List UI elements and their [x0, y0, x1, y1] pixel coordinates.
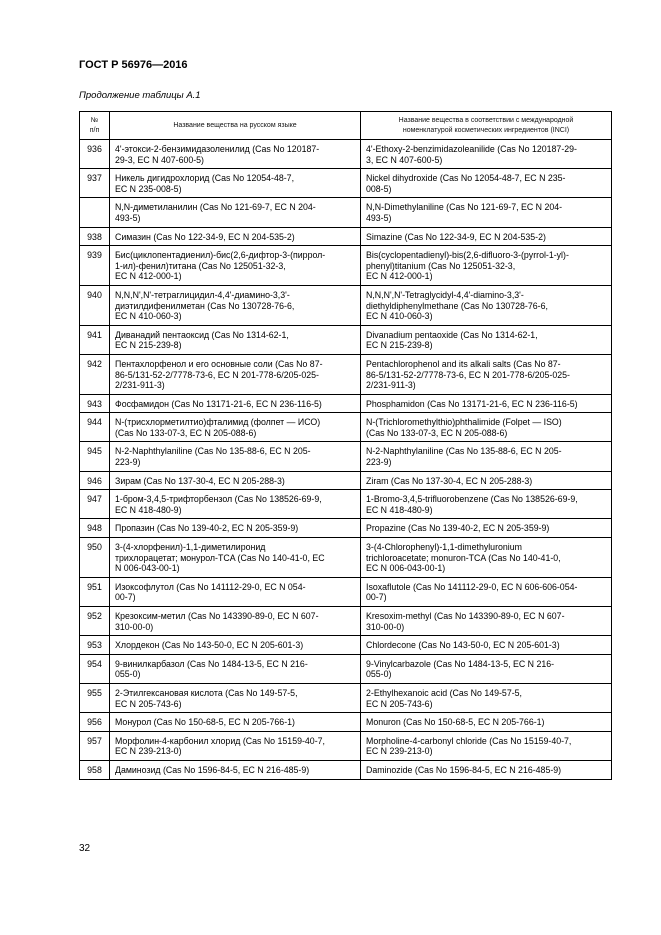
substance-name-inci: [361, 490, 612, 519]
row-number: 955: [80, 683, 110, 712]
text-line: 2/231-911-3): [115, 380, 165, 391]
text-line: Монурол (Cas No 150-68-5, EC N 205-766-1): [115, 717, 295, 728]
substance-name-russian: [110, 760, 361, 779]
text-line: 00-7): [366, 592, 387, 603]
substance-name-inci: [361, 246, 612, 286]
text-line: EC N 410-060-3): [115, 311, 182, 322]
text-line: N-(Trichloromethylthio)phthalimide (Folpet — ISO): [366, 417, 562, 428]
substance-name-russian: [110, 490, 361, 519]
table-row: [80, 538, 612, 578]
substance-name-russian: [110, 169, 361, 198]
text-line: 1-бром-3,4,5-трифторбензол (Cas No 138526-69-9,: [115, 494, 322, 505]
text-line: Никель дигидрохлорид (Cas No 12054-48-7,: [115, 173, 295, 184]
substance-name-inci: [361, 140, 612, 169]
table-row: [80, 490, 612, 519]
substance-name-inci: [361, 713, 612, 732]
text-line: 3-(4-Chlorophenyl)-1,1-dimethyluronium: [366, 542, 522, 553]
text-line: 2/231-911-3): [366, 380, 416, 391]
text-line: 86-5/131-52-2/7778-73-6, EC N 201-778-6/205-025-: [115, 369, 319, 380]
text-line: Morpholine-4-carbonyl chloride (Cas No 15159-40-7,: [366, 735, 572, 746]
text-line: N-(трисхлорметилтио)фталимид (фолпет — ИСО): [115, 417, 321, 428]
row-number: 958: [80, 760, 110, 779]
substance-name-inci: [361, 607, 612, 636]
substance-name-russian: [110, 713, 361, 732]
text-line: Simazine (Cas No 122-34-9, EC N 204-535-2): [366, 231, 546, 242]
row-number: 952: [80, 607, 110, 636]
text-line: 29-3, EC N 407-600-5): [115, 154, 204, 165]
table-row: [80, 227, 612, 246]
text-line: Фосфамидон (Cas No 13171-21-6, EC N 236-116-5): [115, 398, 322, 409]
table-row: [80, 169, 612, 198]
text-line: трихлорацетат; монурол-TCA (Cas No 140-41-0, EC: [115, 552, 325, 563]
text-line: Monuron (Cas No 150-68-5, EC N 205-766-1): [366, 717, 545, 728]
text-line: trichloroacetate; monuron-TCA (Cas No 140-41-0,: [366, 552, 561, 563]
substance-name-inci: [361, 394, 612, 413]
row-number: 948: [80, 519, 110, 538]
table-row: [80, 325, 612, 354]
table-row: [80, 246, 612, 286]
row-number: 938: [80, 227, 110, 246]
substance-name-russian: [110, 607, 361, 636]
column-header-russian: Название вещества на русском языке: [110, 112, 361, 140]
text-line: N-2-Naphthylaniline (Cas No 135-88-6, EC N 205-: [115, 446, 311, 457]
row-number: 942: [80, 354, 110, 394]
table-row: [80, 577, 612, 606]
column-header-number-line: №: [90, 117, 99, 124]
text-line: Pentachlorophenol and its alkali salts (Cas No 87-: [366, 358, 561, 369]
substance-name-russian: [110, 654, 361, 683]
row-number: 954: [80, 654, 110, 683]
text-line: Зирам (Cas No 137-30-4, EC N 205-288-3): [115, 475, 285, 486]
text-line: Даминозид (Cas No 1596-84-5, EC N 216-485-9): [115, 764, 310, 775]
row-number: 956: [80, 713, 110, 732]
table-body: [80, 140, 612, 780]
substance-name-russian: [110, 285, 361, 325]
text-line: phenyl)titanium (Cas No 125051-32-3,: [366, 260, 516, 271]
row-number: 950: [80, 538, 110, 578]
table-row: [80, 654, 612, 683]
text-line: 1-ил)-фенил)титана (Cas No 125051-32-3,: [115, 260, 286, 271]
text-line: EC N 418-480-9): [366, 504, 433, 515]
row-number: 945: [80, 442, 110, 471]
text-line: EC N 410-060-3): [366, 311, 433, 322]
text-line: diethyldiphenylmethane (Cas No 130728-76-6,: [366, 300, 548, 311]
text-line: N,N,N',N'-Tetraglycidyl-4,4'-diamino-3,3'-: [366, 289, 524, 300]
text-line: 055-0): [366, 669, 392, 680]
substance-name-inci: [361, 198, 612, 227]
table-row: [80, 519, 612, 538]
substance-name-russian: [110, 538, 361, 578]
substance-name-russian: [110, 731, 361, 760]
text-line: 223-9): [366, 457, 392, 468]
text-line: 493-5): [366, 212, 392, 223]
text-line: 3, EC N 407-600-5): [366, 154, 443, 165]
row-number: 937: [80, 169, 110, 198]
text-line: Изоксофлутол (Cas No 141112-29-0, EC N 054-: [115, 581, 306, 592]
text-line: N-2-Naphthylaniline (Cas No 135-88-6, EC N 205-: [366, 446, 562, 457]
table-caption: Продолжение таблицы А.1: [79, 90, 201, 101]
substance-name-inci: [361, 636, 612, 655]
row-number: 939: [80, 246, 110, 286]
row-number: 941: [80, 325, 110, 354]
substance-name-inci: [361, 577, 612, 606]
row-number: 946: [80, 471, 110, 490]
row-number: 936: [80, 140, 110, 169]
table-row: [80, 760, 612, 779]
table-row: [80, 354, 612, 394]
column-header-number: [80, 112, 110, 140]
text-line: 86-5/131-52-2/7778-73-6, EC N 201-778-6/205-025-: [366, 369, 570, 380]
text-line: N,N,N',N'-тетраглицидил-4,4'-диамино-3,3'-: [115, 289, 290, 300]
substance-name-inci: [361, 471, 612, 490]
text-line: 00-7): [115, 592, 136, 603]
substance-name-russian: [110, 683, 361, 712]
substance-name-russian: [110, 519, 361, 538]
text-line: Пропазин (Cas No 139-40-2, EC N 205-359-9): [115, 523, 299, 534]
substances-table: [79, 111, 612, 780]
row-number: 947: [80, 490, 110, 519]
substance-name-russian: [110, 636, 361, 655]
text-line: EC N 239-213-0): [115, 746, 182, 757]
text-line: Симазин (Cas No 122-34-9, EC N 204-535-2): [115, 231, 295, 242]
column-header-number-line: п/п: [89, 126, 100, 134]
text-line: 2-Ethylhexanoic acid (Cas No 149-57-5,: [366, 687, 522, 698]
text-line: (Cas No 133-07-3, EC N 205-088-6): [366, 427, 508, 438]
text-line: N,N-Dimethylaniline (Cas No 121-69-7, EC N 204-: [366, 202, 563, 213]
substance-name-russian: [110, 413, 361, 442]
table-row: [80, 394, 612, 413]
table-row: [80, 198, 612, 227]
text-line: Бис(циклопентадиенил)-бис(2,6-дифтор-3-(пиррол-: [115, 250, 326, 261]
substance-name-inci: [361, 354, 612, 394]
substance-name-russian: [110, 442, 361, 471]
text-line: EC N 215-239-8): [366, 340, 433, 351]
text-line: Kresoxim-methyl (Cas No 143390-89-0, EC N 607-: [366, 611, 565, 621]
substance-name-inci: [361, 683, 612, 712]
text-line: EC N 235-008-5): [115, 183, 182, 194]
text-line: (Cas No 133-07-3, EC N 205-088-6): [115, 427, 257, 438]
column-header-inci-line: Название вещества в соответствии с международной: [398, 117, 574, 124]
text-line: Морфолин-4-карбонил хлорид (Cas No 15159-40-7,: [115, 735, 325, 746]
text-line: N 006-043-00-1): [115, 563, 180, 574]
text-line: 9-Vinylcarbazole (Cas No 1484-13-5, EC N 216-: [366, 658, 555, 669]
substance-name-russian: [110, 140, 361, 169]
substance-name-russian: [110, 354, 361, 394]
text-line: Divanadium pentaoxide (Cas No 1314-62-1,: [366, 329, 538, 340]
substance-name-russian: [110, 394, 361, 413]
text-line: 493-5): [115, 212, 141, 223]
substance-name-russian: [110, 198, 361, 227]
table-row: [80, 731, 612, 760]
text-line: EC N 418-480-9): [115, 504, 182, 515]
text-line: EC N 205-743-6): [115, 698, 182, 709]
substance-name-inci: [361, 654, 612, 683]
text-line: диэтилдифенилметан (Cas No 130728-76-6,: [115, 300, 295, 311]
text-line: Propazine (Cas No 139-40-2, EC N 205-359-9): [366, 523, 550, 534]
text-line: Диванадий пентаоксид (Cas No 1314-62-1,: [115, 329, 289, 340]
text-line: EC N 412-000-1): [366, 271, 433, 282]
row-number: [80, 198, 110, 227]
text-line: 310-00-0): [115, 621, 154, 632]
substance-name-russian: [110, 325, 361, 354]
text-line: 310-00-0): [366, 621, 405, 632]
text-line: 4'-Ethoxy-2-benzimidazoleanilide (Cas No 120187-29-: [366, 144, 577, 154]
text-line: 4'-этокси-2-бензимидазоленилид (Cas No 120187-: [115, 144, 320, 154]
substance-name-inci: [361, 285, 612, 325]
table-row: [80, 713, 612, 732]
substance-name-russian: [110, 227, 361, 246]
text-line: Isoxaflutole (Cas No 141112-29-0, EC N 606-606-054-: [366, 581, 578, 592]
text-line: Nickel dihydroxide (Cas No 12054-48-7, EC N 235-: [366, 173, 566, 184]
table-row: [80, 683, 612, 712]
text-line: EC N 215-239-8): [115, 340, 182, 351]
substance-name-inci: [361, 538, 612, 578]
text-line: 008-5): [366, 183, 392, 194]
substance-name-inci: [361, 169, 612, 198]
text-line: Ziram (Cas No 137-30-4, EC N 205-288-3): [366, 475, 533, 486]
substance-name-inci: [361, 760, 612, 779]
column-header-inci-line: номенклатурой косметических ингредиентов (INCI): [402, 126, 570, 134]
column-header-inci: [361, 112, 612, 140]
text-line: 3-(4-хлорфенил)-1,1-диметилиронид: [115, 542, 266, 553]
document-code: ГОСТ Р 56976—2016: [79, 59, 188, 71]
table-row: [80, 140, 612, 169]
text-line: 2-Этилгексановая кислота (Cas No 149-57-5,: [115, 687, 298, 698]
substance-name-russian: [110, 577, 361, 606]
table-row: [80, 471, 612, 490]
substance-name-inci: [361, 519, 612, 538]
text-line: Bis(cyclopentadienyl)-bis(2,6-difluoro-3-(pyrrol-1-yl)-: [366, 250, 569, 261]
text-line: 055-0): [115, 669, 141, 680]
substance-name-inci: [361, 325, 612, 354]
substance-name-inci: [361, 442, 612, 471]
substance-name-russian: [110, 246, 361, 286]
row-number: 944: [80, 413, 110, 442]
text-line: Хлордекон (Cas No 143-50-0, EC N 205-601-3): [115, 640, 304, 651]
table-row: [80, 607, 612, 636]
text-line: Daminozide (Cas No 1596-84-5, EC N 216-485-9): [366, 764, 562, 775]
text-line: EC N 006-043-00-1): [366, 563, 446, 574]
page-number: 32: [79, 843, 91, 854]
table-row: [80, 636, 612, 655]
substance-name-inci: [361, 413, 612, 442]
text-line: N,N-диметиланилин (Cas No 121-69-7, EC N 204-: [115, 202, 316, 213]
text-line: EC N 412-000-1): [115, 271, 182, 282]
table-header-row: [80, 112, 612, 140]
text-line: Пентахлорфенол и его основные соли (Cas No 87-: [115, 358, 323, 369]
table-row: [80, 285, 612, 325]
row-number: 940: [80, 285, 110, 325]
row-number: 957: [80, 731, 110, 760]
row-number: 951: [80, 577, 110, 606]
substance-name-inci: [361, 731, 612, 760]
row-number: 953: [80, 636, 110, 655]
text-line: Phosphamidon (Cas No 13171-21-6, EC N 236-116-5): [366, 398, 578, 409]
text-line: Chlordecone (Cas No 143-50-0, EC N 205-601-3): [366, 640, 560, 651]
substance-name-inci: [361, 227, 612, 246]
text-line: EC N 205-743-6): [366, 698, 433, 709]
row-number: 943: [80, 394, 110, 413]
table-row: [80, 413, 612, 442]
text-line: 223-9): [115, 457, 141, 468]
text-line: EC N 239-213-0): [366, 746, 433, 757]
substance-name-russian: [110, 471, 361, 490]
text-line: 1-Bromo-3,4,5-trifluorobenzene (Cas No 138526-69-9,: [366, 494, 578, 505]
text-line: Крезоксим-метил (Cas No 143390-89-0, EC N 607-: [115, 611, 319, 621]
table-row: [80, 442, 612, 471]
text-line: 9-винилкарбазол (Cas No 1484-13-5, EC N 216-: [115, 658, 308, 669]
